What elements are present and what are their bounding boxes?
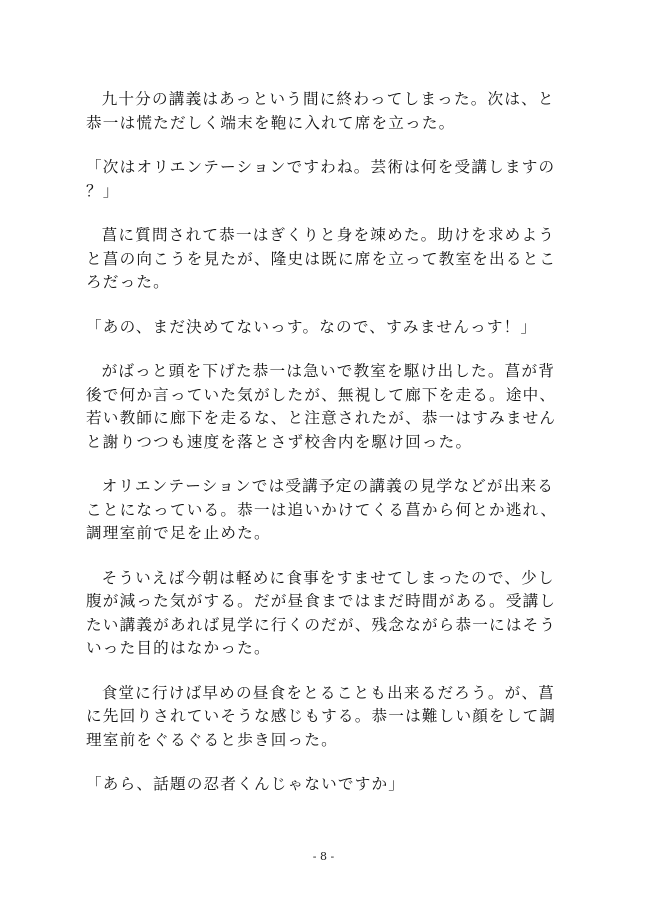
paragraph: 食堂に行けば早めの昼食をとることも出来るだろう。が、菖に先回りされていそうな感じもする。恭一は難しい顔をして調理室前をぐるぐると歩き回った。 [86, 683, 557, 749]
paragraph: がばっと頭を下げた恭一は急いで教室を駆け出した。菖が背後で何か言っていた気がしたが、無視して廊下を走る。途中、若い教師に廊下を走るな、と注意されたが、恭一はすみませんと謝りつつも速度を落とさず校舎内を駆け回った。 [86, 362, 557, 451]
dialogue-line: 「次はオリエンテーションですわね。芸術は何を受講しますの？」 [86, 158, 556, 200]
paragraph: オリエンテーションでは受講予定の講義の見学などが出来ることになっている。恭一は追いかけてくる菖から何とか逃れ、調理室前で足を止めた。 [86, 477, 558, 542]
body-text [86, 88, 566, 818]
paragraph: 九十分の講義はあっという間に終わってしまった。次は、と恭一は慌ただしく端末を鞄に入れて席を立った。 [86, 90, 555, 132]
page-number: - 8 - [312, 850, 335, 863]
paragraph: 菖に質問されて恭一はぎくりと身を竦めた。助けを求めようと菖の向こうを見たが、隆史は既に席を立って教室を出るところだった。 [86, 226, 557, 291]
dialogue-line: 「あら、話題の忍者くんじゃないですか」 [86, 775, 406, 793]
dialogue-line: 「あの、まだ決めてないっす。なので、すみませんっす！」 [86, 317, 538, 336]
paragraph: そういえば今朝は軽めに食事をすませてしまったので、少し腹が減った気がする。だが昼食まではまだ時間がある。受講したい講義があれば見学に行くのだが、残念ながら恭一にはそういった目的はなかった。 [86, 568, 557, 657]
